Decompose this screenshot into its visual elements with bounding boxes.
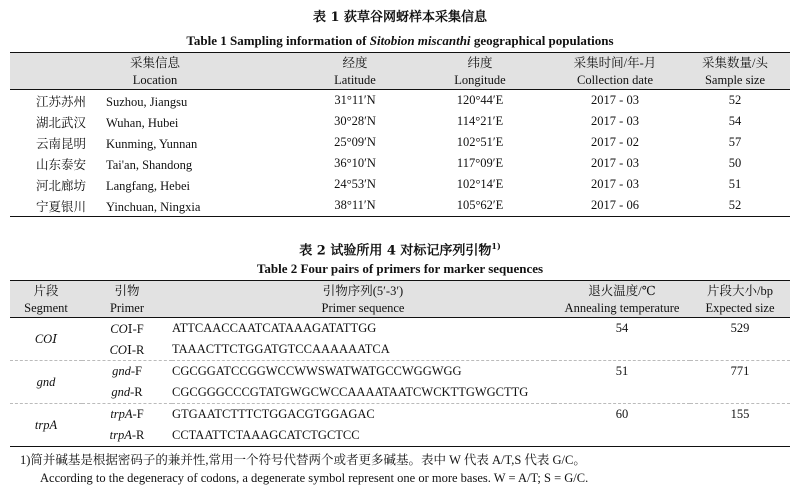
primer-table bbox=[10, 280, 790, 447]
size-cell: 52 bbox=[728, 93, 742, 107]
table2-caption-en: Table 2 Four pairs of primers for marker sequences bbox=[256, 261, 544, 276]
table2-caption-footnote-marker: 1) bbox=[491, 241, 501, 251]
table-row bbox=[10, 425, 790, 447]
longitude-cell: 114°21′E bbox=[456, 114, 504, 128]
location-cn: 宁夏银川 bbox=[36, 199, 87, 214]
date-cell: 2017 - 03 bbox=[591, 156, 639, 170]
primer-name-rest: Ⅰ-R bbox=[126, 342, 145, 357]
location-cell bbox=[10, 174, 300, 195]
table1-header-row-cn bbox=[10, 53, 790, 72]
location-cell bbox=[10, 195, 300, 217]
table2-header-sequence-cn: 引物序列(5′-3′) bbox=[322, 284, 404, 298]
primer-name-italic: CO bbox=[109, 342, 127, 357]
table-row bbox=[10, 382, 790, 404]
size-cell: 51 bbox=[728, 177, 742, 191]
table1-header-location-en: Location bbox=[132, 72, 178, 87]
location-en: Yinchuan, Ningxia bbox=[106, 199, 201, 214]
location-cell bbox=[10, 132, 300, 153]
table1-header-date-en: Collection date bbox=[576, 72, 654, 87]
location-cn: 河北廊坊 bbox=[36, 178, 87, 193]
annealing-temp-cell: 54 bbox=[615, 321, 629, 335]
table-row bbox=[10, 132, 790, 153]
table1-header-location-cn: 采集信息 bbox=[129, 56, 180, 70]
expected-size-cell: 529 bbox=[730, 321, 750, 335]
table-footnote bbox=[20, 451, 790, 487]
longitude-cell: 120°44′E bbox=[456, 93, 504, 107]
primer-sequence-cell: TAAACTTCTGGATGTCCAAAAAATCA bbox=[172, 342, 390, 356]
longitude-cell: 117°09′E bbox=[456, 156, 504, 170]
table-row bbox=[10, 318, 790, 340]
table1-header-row-en bbox=[10, 71, 790, 90]
primer-name-rest: -F bbox=[132, 407, 144, 421]
primer-sequence-cell: ATTCAACCAATCATAAAGATATTGG bbox=[172, 321, 377, 335]
table-row bbox=[10, 361, 790, 383]
longitude-cell: 102°51′E bbox=[456, 135, 504, 149]
location-cell bbox=[10, 90, 300, 112]
location-cn: 云南昆明 bbox=[36, 136, 87, 151]
primer-sequence-cell: CGCGGGCCCGTATGWGCWCCAAAATAATCWCKTTGWGCTTG bbox=[172, 385, 529, 399]
table2-header-row-cn bbox=[10, 281, 790, 300]
table1-caption-en-suffix: geographical populations bbox=[470, 33, 614, 48]
longitude-cell: 105°62′E bbox=[456, 198, 504, 212]
segment-cell: trpA bbox=[34, 417, 58, 432]
primer-sequence-cell: CGCGGATCCGGWCCWWSWATWATGCCWGGWGG bbox=[172, 364, 462, 378]
latitude-cell: 31°11′N bbox=[334, 93, 376, 107]
date-cell: 2017 - 06 bbox=[591, 198, 639, 212]
table-row bbox=[10, 90, 790, 112]
empty-cell bbox=[554, 382, 690, 404]
empty-cell bbox=[690, 339, 790, 361]
table1-header-date-cn: 采集时间/年-月 bbox=[573, 56, 657, 70]
primer-name-rest: Ⅰ-F bbox=[127, 321, 144, 336]
empty-cell bbox=[690, 425, 790, 447]
table1-caption-en bbox=[0, 33, 800, 49]
empty-cell bbox=[554, 339, 690, 361]
latitude-cell: 25°09′N bbox=[334, 135, 376, 149]
location-cell bbox=[10, 153, 300, 174]
table2-header-row-en bbox=[10, 299, 790, 318]
table1-caption-species: Sitobion miscanthi bbox=[369, 33, 471, 48]
location-cell bbox=[10, 111, 300, 132]
footnote-cn: 1)简并碱基是根据密码子的兼并性,常用一个符号代替两个或者更多碱基。表中 W 代表 A/T,S 代表 G/C。 bbox=[20, 453, 586, 467]
table-row bbox=[10, 195, 790, 217]
table1-header-latitude-en: Latitude bbox=[334, 72, 376, 87]
primer-name-italic: gnd bbox=[112, 364, 131, 378]
table2-header-size-cn: 片段大小/bp bbox=[707, 284, 773, 298]
location-en: Wuhan, Hubei bbox=[106, 115, 179, 130]
date-cell: 2017 - 03 bbox=[591, 177, 639, 191]
table1-header-size-cn: 采集数量/头 bbox=[702, 56, 768, 70]
table2-header-temp-cn: 退火温度/℃ bbox=[588, 284, 656, 298]
location-en: Tai'an, Shandong bbox=[106, 157, 193, 172]
date-cell: 2017 - 03 bbox=[591, 93, 639, 107]
primer-name-italic: trpA bbox=[110, 407, 133, 421]
table2-header-primer-cn: 引物 bbox=[114, 284, 140, 298]
expected-size-cell: 155 bbox=[730, 407, 750, 421]
table1-caption-en-prefix: Table 1 Sampling information of bbox=[186, 33, 370, 48]
table1-header-longitude-cn: 纬度 bbox=[467, 56, 493, 70]
primer-name-cell bbox=[82, 404, 172, 426]
location-en: Kunming, Yunnan bbox=[106, 136, 198, 151]
size-cell: 54 bbox=[728, 114, 742, 128]
primer-name-rest: -R bbox=[130, 385, 143, 399]
primer-sequence-cell: GTGAATCTTTCTGGACGTGGAGAC bbox=[172, 407, 375, 421]
size-cell: 50 bbox=[728, 156, 742, 170]
latitude-cell: 24°53′N bbox=[334, 177, 376, 191]
table2-header-segment-cn: 片段 bbox=[33, 284, 59, 298]
segment-cell: gnd bbox=[36, 374, 56, 389]
latitude-cell: 36°10′N bbox=[334, 156, 376, 170]
table2-header-sequence-en: Primer sequence bbox=[321, 300, 405, 315]
primer-name-italic: gnd bbox=[111, 385, 131, 399]
table2-header-size-en: Expected size bbox=[705, 300, 775, 315]
location-en: Suzhou, Jiangsu bbox=[106, 94, 188, 109]
table2-header-temp-en: Annealing temperature bbox=[564, 300, 680, 315]
longitude-cell: 102°14′E bbox=[456, 177, 504, 191]
primer-name-cell bbox=[82, 425, 172, 447]
date-cell: 2017 - 02 bbox=[591, 135, 639, 149]
date-cell: 2017 - 03 bbox=[591, 114, 639, 128]
table-row bbox=[10, 153, 790, 174]
size-cell: 57 bbox=[728, 135, 742, 149]
sampling-table bbox=[10, 52, 790, 217]
annealing-temp-cell: 60 bbox=[615, 407, 629, 421]
location-cn: 山东泰安 bbox=[36, 157, 87, 172]
annealing-temp-cell: 51 bbox=[615, 364, 629, 378]
footnote-en: According to the degeneracy of codons, a degenerate symbol represent one or more bases. W = A/T; S = G/C. bbox=[40, 471, 589, 485]
segment-cell: COⅠ bbox=[34, 332, 58, 346]
primer-name-cell bbox=[82, 361, 172, 383]
size-cell: 52 bbox=[728, 198, 742, 212]
table2-header-primer-en: Primer bbox=[109, 300, 145, 315]
table-row bbox=[10, 174, 790, 195]
latitude-cell: 30°28′N bbox=[334, 114, 376, 128]
location-cn: 江苏苏州 bbox=[36, 94, 87, 109]
table-row bbox=[10, 404, 790, 426]
primer-name-rest: -F bbox=[130, 364, 142, 378]
empty-cell bbox=[690, 382, 790, 404]
expected-size-cell: 771 bbox=[730, 364, 750, 378]
table1-header-latitude-cn: 经度 bbox=[342, 56, 368, 70]
location-en: Langfang, Hebei bbox=[106, 178, 190, 193]
primer-name-italic: CO bbox=[110, 321, 128, 336]
table1-header-longitude-en: Longitude bbox=[454, 72, 506, 87]
table2-caption-cn bbox=[0, 238, 800, 259]
primer-name-italic: trpA bbox=[109, 428, 132, 442]
table1-header-size-en: Sample size bbox=[704, 72, 766, 87]
primer-sequence-cell: CCTAATTCTAAAGCATCTGCTCC bbox=[172, 428, 360, 442]
table-row bbox=[10, 111, 790, 132]
latitude-cell: 38°11′N bbox=[334, 198, 376, 212]
primer-name-cell bbox=[82, 382, 172, 404]
primer-name-cell bbox=[82, 339, 172, 361]
location-cn: 湖北武汉 bbox=[36, 115, 87, 130]
primer-name-cell bbox=[82, 318, 172, 340]
table2-caption-cn-text: 表 2 试验所用 4 对标记序列引物 bbox=[299, 243, 492, 259]
table-row bbox=[10, 339, 790, 361]
primer-name-rest: -R bbox=[131, 428, 145, 442]
table2-header-segment-en: Segment bbox=[24, 300, 68, 315]
table1-caption-cn: 表 1 荻草谷网蚜样本采集信息 bbox=[312, 10, 488, 25]
empty-cell bbox=[554, 425, 690, 447]
